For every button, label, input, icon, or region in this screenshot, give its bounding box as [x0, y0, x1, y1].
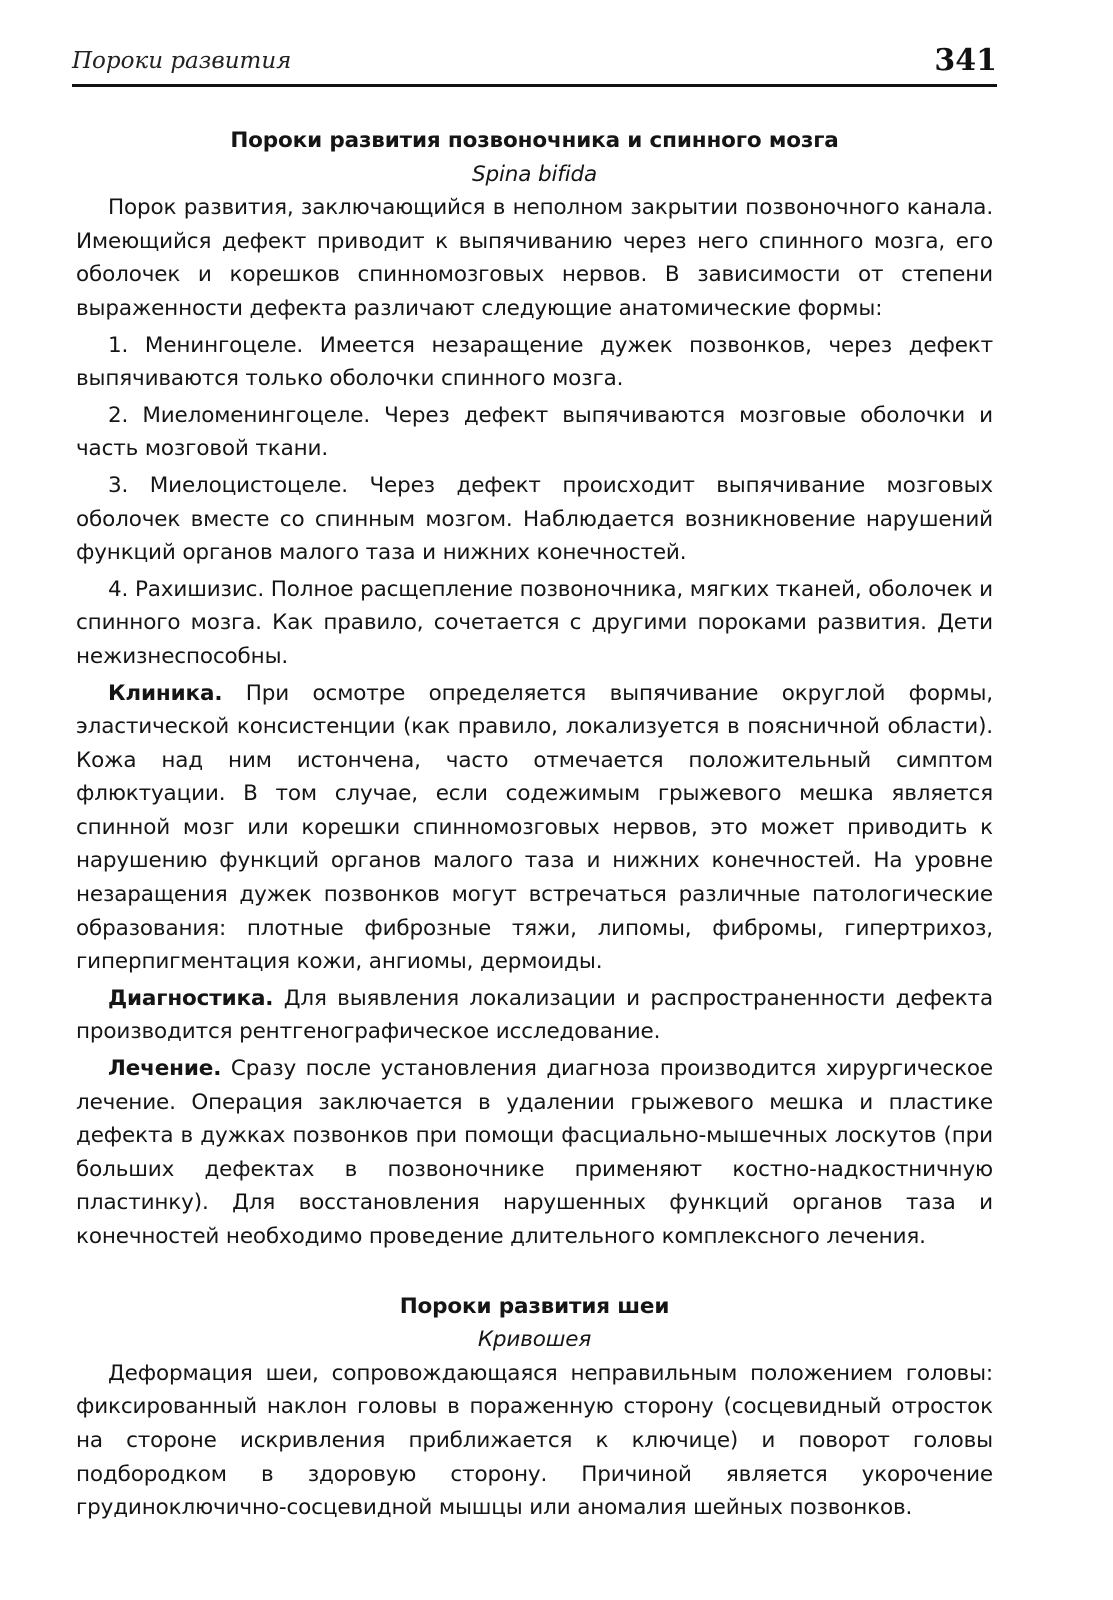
- neck-section: [76, 1290, 993, 1525]
- page-number: 341: [934, 43, 997, 78]
- treatment-lead: Лечение.: [108, 1056, 222, 1082]
- running-header: [72, 40, 997, 87]
- clinic-text: При осмотре определяется выпячивание округлой формы, эластической консистенции (как правило, локализуется в поясничной области). Кожа над ним истончена, часто отмечается положительный симптом флюктуации. В том случае, если содежимым грыжевого мешка является спинной мозг или корешки спинномозговых нервов, это может приводить к нарушению функций органов малого таза и нижних конечностей. На уровне незаращения дужек позвонков могут встречаться различные патологические образования: плотные фиброзные тяжи, липомы, фибромы, гипертрихоз, гиперпигментация кожи, ангиомы, дермоиды.: [76, 680, 993, 975]
- form-item-meningocele: 1. Менингоцеле. Имеется незаращение дужек позвонков, через дефект выпячиваются только оболочки спинного мозга.: [76, 332, 993, 392]
- diagnostics-lead: Диагностика.: [108, 985, 274, 1011]
- page-body: [76, 124, 993, 1525]
- diagnostics-text: Для выявления локализации и распространенности дефекта производится рентгенографическое исследование.: [76, 985, 993, 1045]
- section-gap: [76, 1254, 993, 1290]
- form-item-myelomeningocele: 2. Миеломенингоцеле. Через дефект выпячиваются мозговые оболочки и часть мозговой ткани.: [76, 402, 993, 462]
- clinic-lead: Клиника.: [108, 680, 223, 706]
- intro-paragraph: Порок развития, заключающийся в неполном закрытии позвоночного канала. Имеющийся дефект приводит к выпячиванию через него спинного мозга, его оболочек и корешков спинномозговых нервов. В зависимости от степени выраженности дефекта различают следующие анатомические формы:: [76, 195, 993, 321]
- section-title: Пороки развития позвоночника и спинного мозга: [230, 128, 839, 153]
- torticollis-paragraph: Деформация шеи, сопровождающаяся неправильным положением головы: фиксированный наклон головы в пораженную сторону (сосцевидный отросток на стороне искривления приближается к ключице) и поворот головы подбородком в здоровую сторону. Причиной является укорочение грудиноключично-сосцевидной мышцы или аномалия шейных позвонков.: [76, 1360, 993, 1521]
- section-title: Пороки развития шеи: [399, 1293, 670, 1319]
- treatment-paragraph: [76, 1052, 993, 1254]
- running-title: Пороки развития: [72, 48, 292, 74]
- clinic-paragraph: [76, 677, 993, 979]
- section-subtitle: Кривошея: [477, 1327, 592, 1353]
- diagnostics-paragraph: [76, 982, 993, 1049]
- treatment-text: Сразу после установления диагноза производится хирургическое лечение. Операция заключается в удалении грыжевого мешка и пластике дефекта в дужках позвонков при помощи фасциально-мышечных лоскутов (при больших дефектах в позвоночнике применяют костно-надкостничную пластинку). Для восстановления нарушенных функций органов таза и конечностей необходимо проведение длительного комплексного лечения.: [76, 1056, 993, 1249]
- form-item-rachischisis: 4. Рахишизис. Полное расщепление позвоночника, мягких тканей, оболочек и спинного мозга. Как правило, сочетается с другими пороками развития. Дети нежизнеспособны.: [76, 576, 993, 669]
- form-item-myelocystocele: 3. Миелоцистоцеле. Через дефект происходит выпячивание мозговых оболочек вместе со спинным мозгом. Наблюдается возникновение нарушений функций органов малого таза и нижних конечностей.: [76, 472, 993, 566]
- section-subtitle: Spina bifida: [471, 161, 598, 187]
- spine-section: [76, 124, 993, 1254]
